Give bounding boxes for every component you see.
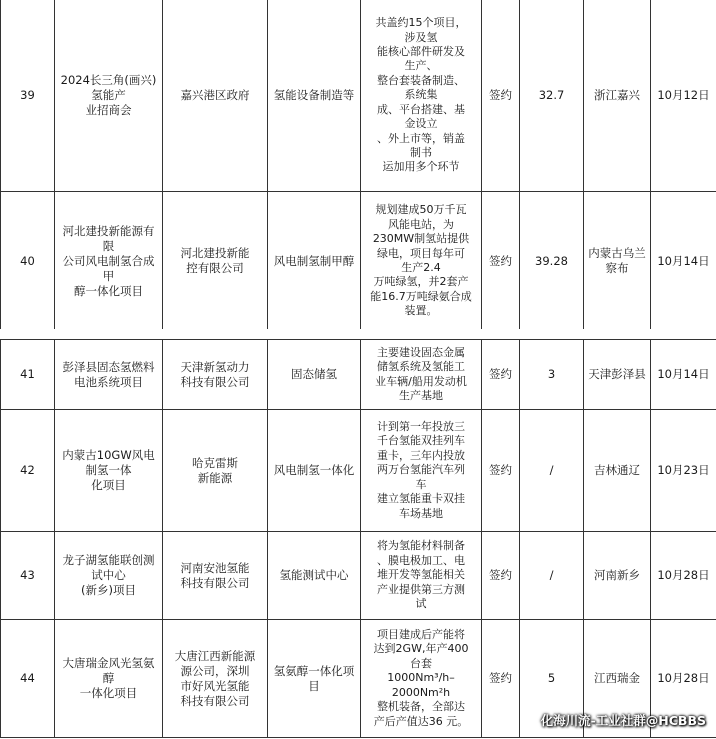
project-field: 风电制氢制甲醇 [268, 192, 361, 331]
investment-amount: / [520, 410, 584, 532]
watermark: 化海川流-工业社群@HCBBS [540, 713, 706, 728]
row-number: 39 [1, 0, 55, 192]
project-status: 签约 [482, 620, 520, 738]
project-status: 签约 [482, 340, 520, 410]
project-content: 将为氢能材料制备 、膜电极加工、电 堆开发等氢能相关 产业提供第三方测 试 [361, 532, 482, 620]
signing-date: 10月12日 [651, 0, 716, 192]
investment-amount: 3 [520, 340, 584, 410]
project-name: 内蒙古10GW风电 制氢一体 化项目 [55, 410, 163, 532]
company-name: 河北建投新能 控有限公司 [163, 192, 268, 331]
table-row-40 [1, 192, 716, 331]
company-name: 哈克雷斯 新能源 [163, 410, 268, 532]
project-location: 内蒙古乌兰 察布 [584, 192, 651, 331]
project-content: 计到第一年投放三 千台氢能双挂列车 重卡，三年内投放 两万台氢能汽车列 车 建立氢能重卡双挂 车场基地 [361, 410, 482, 532]
project-location: 吉林通辽 [584, 410, 651, 532]
investment-amount: 39.28 [520, 192, 584, 331]
project-content: 共盖约15个项目， 涉及氢 能核心部件研发及 生产、 整台套装备制造、 系统集 成、平台搭建、基 金设立 、外上市等，销盖 制书 运加用多个环节 [361, 0, 482, 192]
projects-table-bottom [0, 339, 716, 738]
investment-amount: 5 [520, 620, 584, 738]
signing-date: 10月28日 [651, 620, 716, 738]
table-row-42 [1, 410, 716, 532]
table-gap [0, 329, 716, 338]
project-content: 项目建成后产能将 达到2GW,年产400 台套 1000Nm³/h– 2000Nm²h 整机装备，全部达 产后产值达36 元。 [361, 620, 482, 738]
row-number: 40 [1, 192, 55, 331]
signing-date: 10月14日 [651, 192, 716, 331]
project-content: 规划建成50万千瓦 风能电站，为 230MW制氢站提供 绿电，项目每年可 生产2.4 万吨绿氢，并2套产 能16.7万吨绿氨合成 装置。 [361, 192, 482, 331]
investment-amount: 32.7 [520, 0, 584, 192]
investment-amount: / [520, 532, 584, 620]
signing-date: 10月14日 [651, 340, 716, 410]
project-name: 龙子湖氢能联创测 试中心 (新乡)项目 [55, 532, 163, 620]
project-content: 主要建设固态金属 储氢系统及氢能工 业车辆/船用发动机 生产基地 [361, 340, 482, 410]
table-row-43 [1, 532, 716, 620]
row-number: 42 [1, 410, 55, 532]
project-status: 签约 [482, 192, 520, 331]
project-name: 彭泽县固态氢燃料 电池系统项目 [55, 340, 163, 410]
row-number: 41 [1, 340, 55, 410]
projects-table-top [0, 0, 716, 331]
signing-date: 10月28日 [651, 532, 716, 620]
company-name: 嘉兴港区政府 [163, 0, 268, 192]
company-name: 天津新氢动力 科技有限公司 [163, 340, 268, 410]
project-location: 浙江嘉兴 [584, 0, 651, 192]
table-row-39 [1, 0, 716, 192]
project-status: 签约 [482, 410, 520, 532]
row-number: 43 [1, 532, 55, 620]
table-row-41 [1, 340, 716, 410]
project-field: 风电制氢一体化 [268, 410, 361, 532]
row-number: 44 [1, 620, 55, 738]
project-status: 签约 [482, 532, 520, 620]
project-field: 固态储氢 [268, 340, 361, 410]
company-name: 大唐江西新能源 源公司，深圳 市好风光氢能 科技有限公司 [163, 620, 268, 738]
project-name: 2024长三角(画兴) 氢能产 业招商会 [55, 0, 163, 192]
project-field: 氢能测试中心 [268, 532, 361, 620]
project-field: 氢能设备制造等 [268, 0, 361, 192]
project-field: 氢氨醇一体化项 目 [268, 620, 361, 738]
project-location: 河南新乡 [584, 532, 651, 620]
signing-date: 10月23日 [651, 410, 716, 532]
project-name: 河北建投新能源有 限 公司风电制氢合成 甲 醇一体化项目 [55, 192, 163, 331]
project-status: 签约 [482, 0, 520, 192]
project-location: 天津彭泽县 [584, 340, 651, 410]
company-name: 河南安池氢能 科技有限公司 [163, 532, 268, 620]
project-name: 大唐瑞金风光氢氨 醇 一体化项目 [55, 620, 163, 738]
project-location: 江西瑞金 [584, 620, 651, 738]
